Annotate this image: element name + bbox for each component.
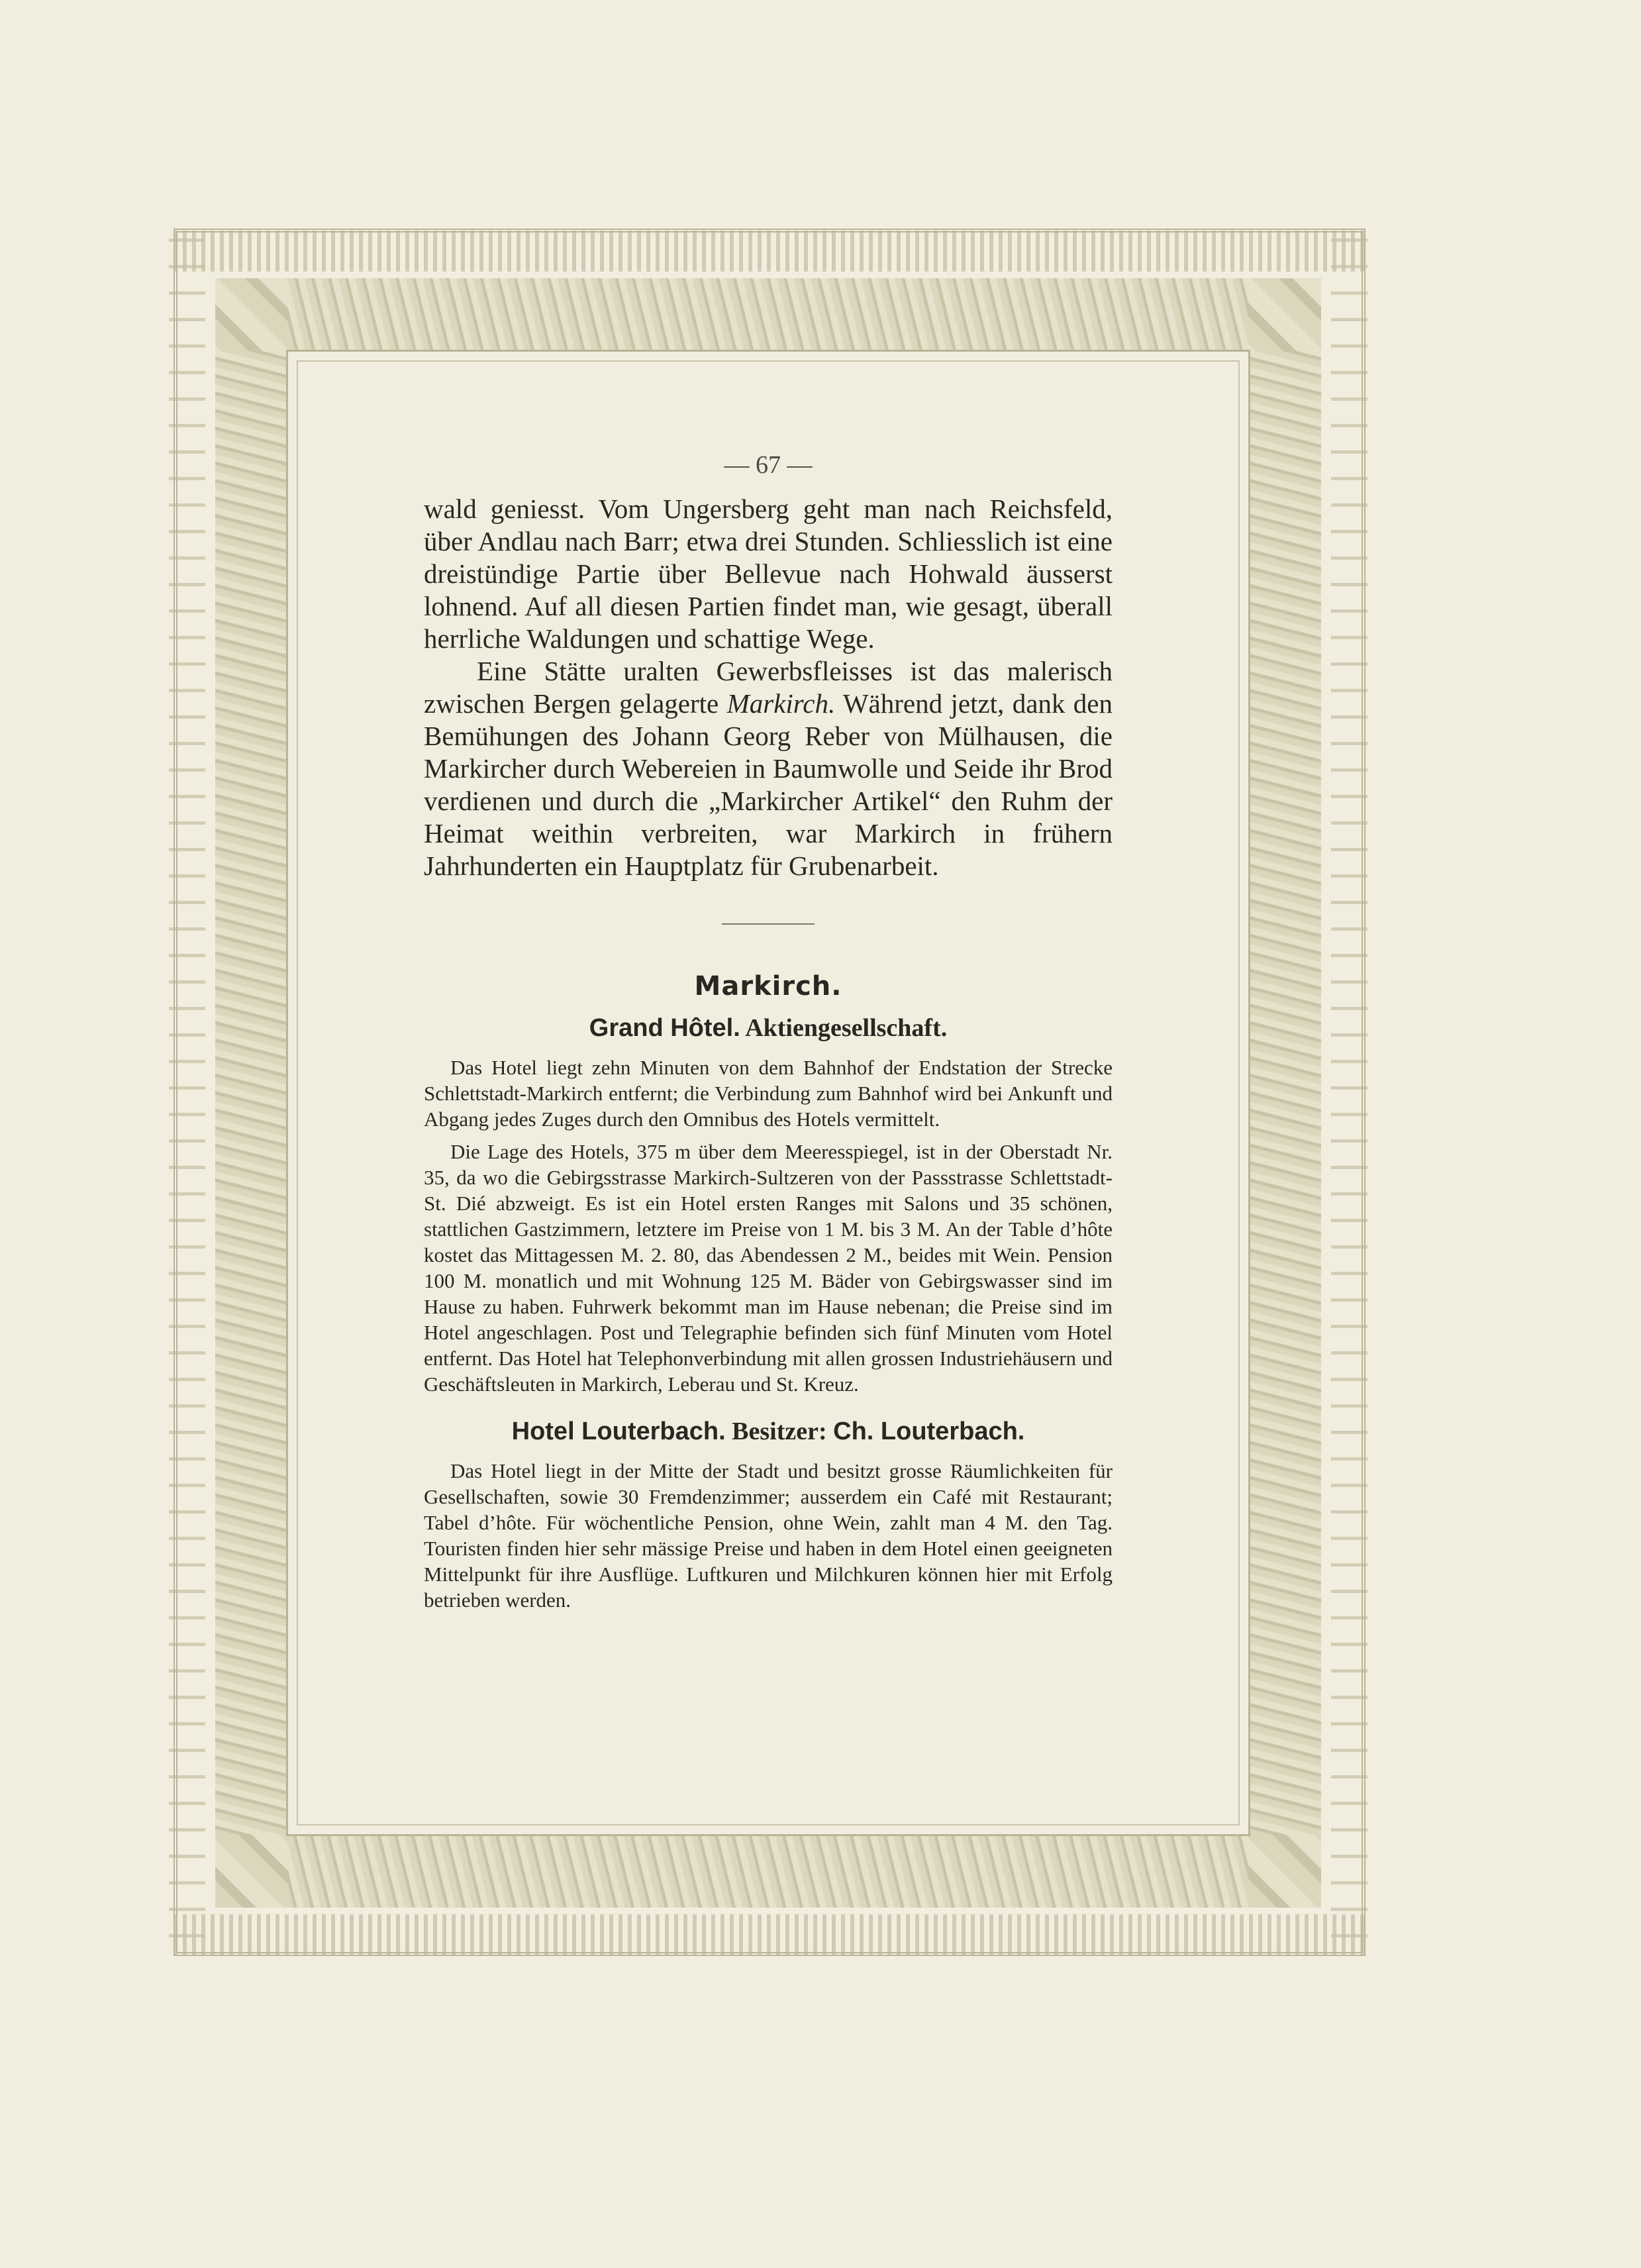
hotel-subtitle: Besitzer: (732, 1418, 827, 1445)
intro-paragraph: wald geniesst. Vom Ungersberg geht man nach Reichsfeld, über Andlau nach Barr; etwa drei Stunden. Schliesslich ist eine dreistündige Partie über Bellevue nach Hohwald äusserst lohnend. Auf all diesen Partien findet man, wie gesagt, überall herrliche Waldungen und schattige Wege. (424, 493, 1113, 654)
page-number: — 67 — (724, 451, 813, 479)
hotel-paragraph: Das Hotel liegt in der Mitte der Stadt und besitzt grosse Räumlichkeiten für Gesellschaften, sowie 30 Fremdenzimmer; ausserdem ein Café mit Restaurant; Tabel d’hôte. Für wöchentliche Pension, ohne Wein, zahlt man 4 M. den Tag. Touristen finden hier sehr mässige Preise und haben in dem Hotel einen geeigneten Mittelpunkt für ihre Ausflüge. Luftkuren und Milchkuren können hier mit Erfolg betrieben werden. (424, 1459, 1113, 1612)
hotel-paragraph: Die Lage des Hotels, 375 m über dem Meeresspiegel, ist in der Oberstadt Nr. 35, da wo die Gebirgsstrasse Markirch-Sultzeren von der Passstrasse Schlettstadt-St. Dié abzweigt. Es ist ein Hotel ersten Ranges mit Salons und 35 schönen, stattlichen Gastzimmern, letztere im Preise von 1 M. bis 3 M. An der Table d’hôte kostet das Mittagessen M. 2. 80, das Abendessen 2 M., beides mit Wein. Pension 100 M. monatlich und mit Wohnung 125 M. Bäder von Gebirgswasser sind im Hause zu haben. Fuhrwerk bekommt man im Hause nebenan; die Preise sind im Hotel angeschlagen. Post und Telegraphie befinden sich fünf Minuten vom Hotel entfernt. Das Hotel hat Telephonverbindung mit allen grossen Industriehäusern und Geschäftsleuten in Markirch, Leberau und St. Kreuz. (424, 1140, 1113, 1396)
hotel-name: Hotel Louterbach. (511, 1418, 726, 1445)
hotel-heading-louterbach (424, 1417, 1113, 1446)
markirch-emphasis: Markirch. (726, 688, 836, 719)
markirch-paragraph (424, 655, 1113, 882)
markirch-paragraph-end: Während jetzt, dank den Bemühungen des Johann Georg Reber von Mülhausen, die Markircher durch Webereien in Baumwolle und Seide ihr Brod verdienen und durch die „Markircher Artikel“ den Ruhm der Heimat weithin verbreiten, war Markirch in frühern Jahrhunderten ein Hauptplatz für Grubenarbeit. (424, 688, 1113, 881)
hotel-paragraph: Das Hotel liegt zehn Minuten von dem Bahnhof der Endstation der Strecke Schlettstadt-Markirch entfernt; die Verbindung zum Bahnhof wird bei Ankunft und Abgang jedes Zuges durch den Omnibus des Hotels vermittelt. (424, 1056, 1113, 1131)
hotel-heading-grand (424, 1013, 1113, 1043)
hotel-owner: Ch. Louterbach. (833, 1418, 1025, 1445)
page-content (424, 450, 1113, 1620)
markirch-paragraph-start: Eine Stätte uralten Gewerbsfleisses ist das malerisch zwischen Bergen gelagerte (424, 656, 1113, 719)
section-title: Markirch. (694, 971, 842, 1002)
hotel-name: Grand Hôtel. (589, 1014, 740, 1042)
hotel-subtitle: Aktiengesellschaft. (745, 1014, 948, 1042)
section-divider (722, 923, 815, 925)
